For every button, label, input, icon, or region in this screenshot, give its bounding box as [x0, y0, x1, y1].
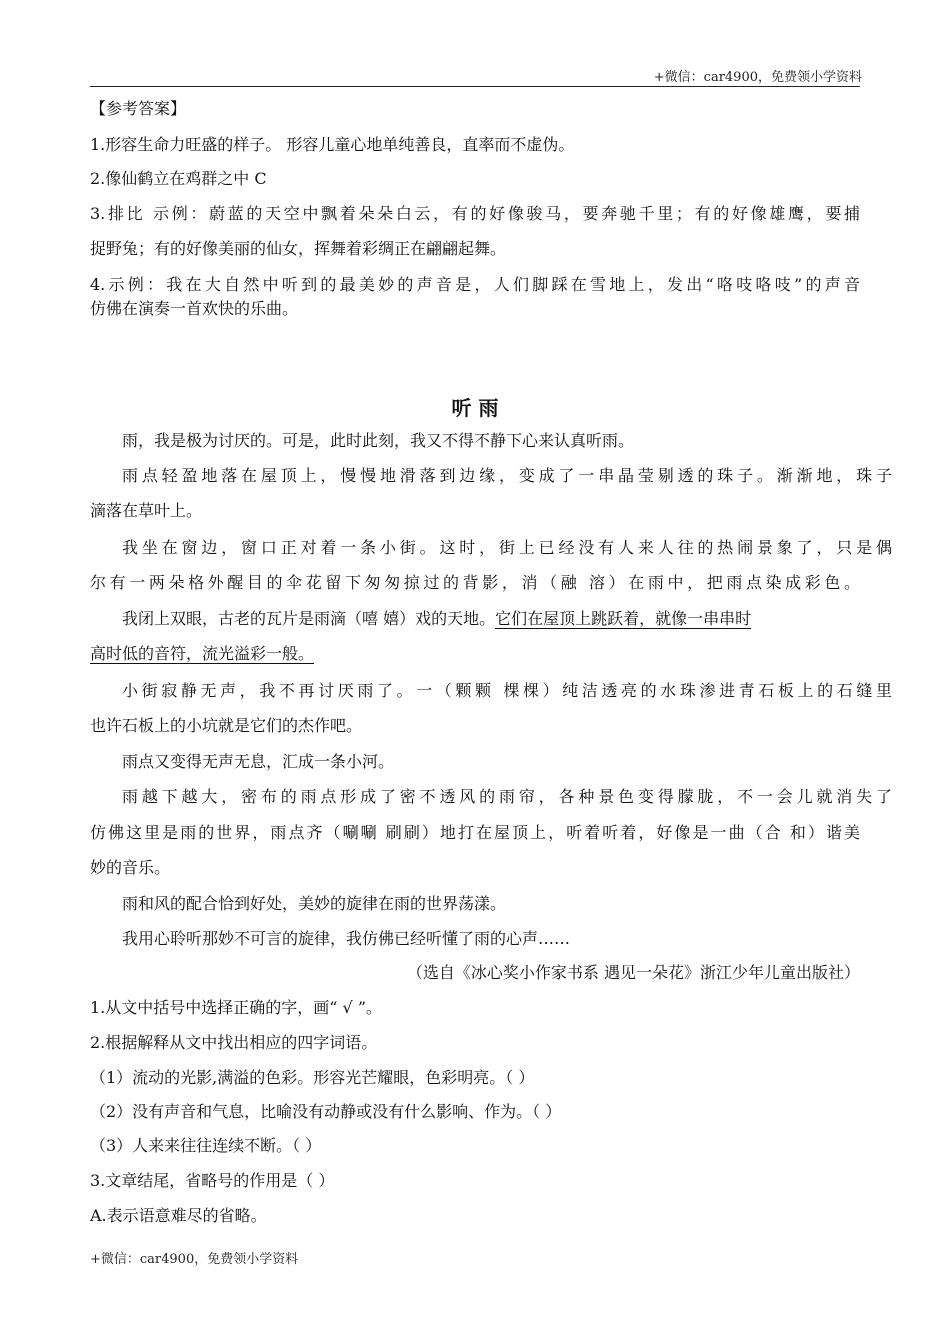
answer-4-line-2: 仿佛在演奏一首欢快的乐曲。: [90, 299, 299, 318]
question-2-item-1: （1）流动的光影,满溢的色彩。形容光芒耀眼，色彩明亮。（ ）: [90, 1068, 535, 1087]
question-2: 2.根据解释从文中找出相应的四字词语。: [90, 1033, 378, 1052]
answers-heading: 【参考答案】: [90, 99, 187, 118]
answer-3-line-1: 3.排比 示例：蔚蓝的天空中飘着朵朵白云，有的好像骏马，要奔驰千里；有的好像雄鹰，要捕: [90, 204, 860, 223]
answer-2: 2.像仙鹤立在鸡群之中 C: [90, 169, 267, 188]
question-3-option-a: A.表示语意难尽的省略。: [90, 1206, 267, 1225]
underlined-sentence-part-1: 它们在屋顶上跳跃着，就像一串串时: [495, 609, 752, 628]
question-1: 1.从文中括号中选择正确的字，画“ √ ”。: [90, 998, 382, 1017]
paragraph-7-line-2: 仿佛这里是雨的世界，雨点齐（唰唰 刷刷）地打在屋顶上，听着听着，好像是一曲（合 和）谐美: [90, 823, 860, 842]
header-rule: [90, 86, 860, 87]
paragraph-2-line-2: 滴落在草叶上。: [90, 501, 203, 520]
paragraph-2-line-1: 雨点轻盈地落在屋顶上，慢慢地滑落到边缘，变成了一串晶莹剔透的珠子。渐渐地，珠子: [122, 466, 892, 485]
paragraph-9: 我用心聆听那妙不可言的旋律，我仿佛已经听懂了雨的心声……: [122, 929, 571, 948]
source-citation: （选自《冰心奖小作家书系 遇见一朵花》浙江少年儿童出版社）: [406, 963, 860, 982]
question-2-item-3: （3）人来来往往连续不断。（ ）: [90, 1136, 322, 1155]
article-title: 听 雨: [451, 396, 499, 420]
paragraph-5-line-2: 也许石板上的小坑就是它们的杰作吧。: [90, 716, 363, 735]
footer-note: +微信：car4900，免费领小学资料: [90, 1252, 299, 1267]
answer-3-line-2: 捉野兔；有的好像美丽的仙女，挥舞着彩绸正在翩翩起舞。: [90, 239, 507, 258]
underlined-sentence-part-2: 高时低的音符，流光溢彩一般。: [90, 644, 315, 663]
paragraph-6: 雨点又变得无声无息，汇成一条小河。: [122, 752, 395, 771]
paragraph-3-line-2: 尔有一两朵格外醒目的伞花留下匆匆掠过的背影，消（融 溶）在雨中，把雨点染成彩色。: [90, 573, 860, 592]
paragraph-5-line-1: 小街寂静无声，我不再讨厌雨了。一（颗颗 棵棵）纯洁透亮的水珠渗进青石板上的石缝里: [122, 681, 892, 700]
paragraph-4-line-1: [90, 608, 892, 630]
answer-1: 1.形容生命力旺盛的样子。 形容儿童心地单纯善良，直率而不虚伪。: [90, 135, 575, 154]
header-note: +微信：car4900，免费领小学资料: [653, 70, 862, 85]
question-2-item-2: （2）没有声音和气息，比喻没有动静或没有什么影响、作为。（ ）: [90, 1102, 562, 1121]
paragraph-3-line-1: 我坐在窗边，窗口正对着一条小街。这时，街上已经没有人来人往的热闹景象了，只是偶: [122, 538, 892, 557]
paragraph-8: 雨和风的配合恰到好处，美妙的旋律在雨的世界荡漾。: [122, 894, 507, 913]
paragraph-1: 雨，我是极为讨厌的。可是，此时此刻，我又不得不静下心来认真听雨。: [122, 431, 635, 450]
question-3: 3.文章结尾，省略号的作用是（ ）: [90, 1171, 335, 1190]
paragraph-4-line-2: [90, 643, 860, 665]
paragraph-4-text: 我闭上双眼，古老的瓦片是雨滴（嘻 嬉）戏的天地。: [122, 609, 496, 628]
paragraph-7-line-3: 妙的音乐。: [90, 858, 171, 877]
paragraph-7-line-1: 雨越下越大，密布的雨点形成了密不透风的雨帘，各种景色变得朦胧，不一会儿就消失了: [122, 787, 892, 806]
answer-4-line-1: 4.示例：我在大自然中听到的最美妙的声音是，人们脚踩在雪地上，发出“咯吱咯吱”的声音: [90, 275, 860, 294]
